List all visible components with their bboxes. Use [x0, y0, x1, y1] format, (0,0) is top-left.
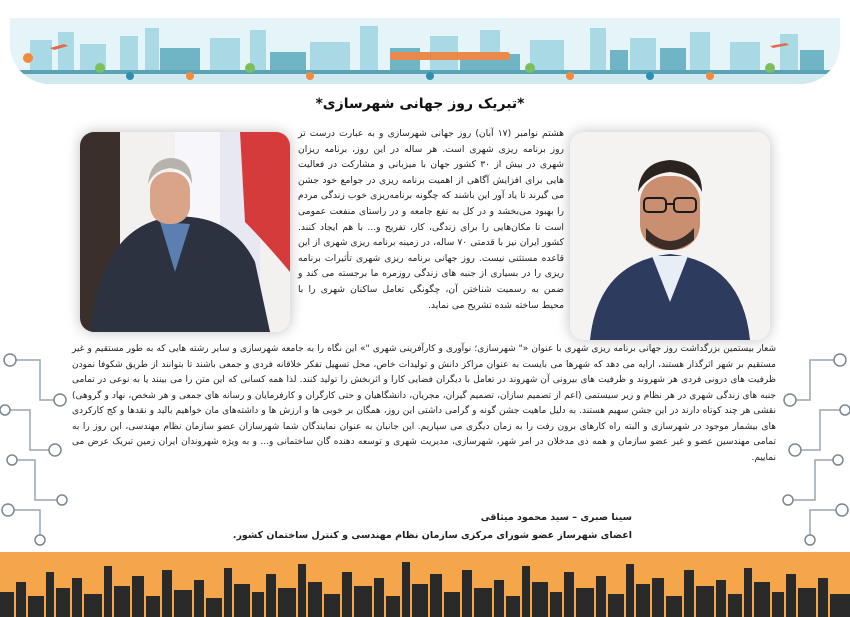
page-title: *تبریک روز جهانی شهرسازی* [315, 96, 525, 112]
circuit-decoration-right [780, 340, 850, 550]
bottom-skyline [0, 552, 850, 617]
intro-paragraph: هشتم نوامبر (۱۷ آبان) روز جهانی شهرسازی و به عبارت درست تر روز برنامه ریزی شهری است. هر ساله در این روز، برنامه ریزان شهری در بیش از ۳۰ کشور جهان با میزبانی و مشارکت در فعالیت هایی برای افزایش آگاهی از اهمیت برنامه ریزی در جوامع خود جشن می گیرند تا یاد آور این باشند که چگونه برنامه‌ریزی خوب زندگی مردم را بهبود می‌بخشد و در کل به نفع جامعه و در راستای منفعت عمومی است تا مکان‌هایی را برای زندگی، کار، تفریح و... با هم ایجاد کنند. کشور ایران نیز با قدمتی ۷۰ ساله، در زمینه برنامه ریزی شهری از این قاعده مستثنی نیست. روز جهانی برنامه ریزی شهری تأثیرات برنامه ریزی را در بسیاری از جنبه های زندگی روزمره ما برجسته می کند و ضمن به رسمیت شناختن آن، چگونگی تعامل ساکنان شهری را با محیط ساخته شده تشریح می نماید. [298, 128, 565, 311]
body-paragraph: شعار بیستمین بزرگداشت روز جهانی برنامه ریزی شهری با عنوان «" شهرسازی؛ نوآوری و کارآفرینی شهری "» این نگاه را به جامعه شهرسازی و سایر رشته هایی که به طور مستقیم و غیر مستقیم بر شهر اثرگذار هستند، ارایه می دهد که شهرها می بایست به عنوان مراکز دانش و تولیدات خاص، محل تسهیل تفکر خلاقانه فردی و جمعی باشند تا بتوانند از طریق شکوفا نمودن ظرفیت های درونی فردی هر شهروند و ظرفیت های بیرونی آن شهروند در تعامل با دیگران فضایی کارا و اثربخش را تولید کنند. لذا همه کسانی که این متن را می بینند یا به نوعی در تمامی جنبه های زندگی شهری در هر نظام و زیر سیستمی (اعم از تصمیم سازان، تصمیم گیران، مجریان، دانشگاهیان و حتی کارگران و کارفرمایان و رسانه های جمعی و هر شخص، نهاد و گروهی) نقشی هر چند کوتاه دارند در این جشن سهیم هستند. به دلیل ماهیت جشن گونه و گرامی داشتی این روز، همگان بر خوبی ها و ارزش ها و داشته‌های مان خواهیم بالید و نقدها و کج کارکردی های بیشمار موجود در شهرسازی و البته راه کارهای برون رفت را به زمان دیگری می سپاریم. این جانبان به عنوان نمایندگان شما شهرسازان عضو سازمان نظام مهندسی، این روز را به تمامی مهندسین عضو و غیر عضو سازمان و همه ذی مدخلان در امر شهر، شهرسازی، مدیریت شهری و توسعه دهنده گان ساختمانی و... و به ویژه شهروندان ایران زمین تبریک عرض می نماییم. [72, 344, 776, 463]
signature-names: سینا صبری – سید محمود میثاقی [480, 512, 632, 523]
portrait-photo-right [570, 132, 770, 340]
portrait-photo-left [80, 132, 290, 332]
signature-title: اعضای شهرساز عضو شورای مرکزی سازمان نظام مهندسی و کنترل ساختمان کشور. [232, 530, 632, 541]
circuit-decoration-left [0, 340, 70, 550]
top-city-banner [10, 18, 840, 84]
city-illustration [10, 18, 840, 84]
